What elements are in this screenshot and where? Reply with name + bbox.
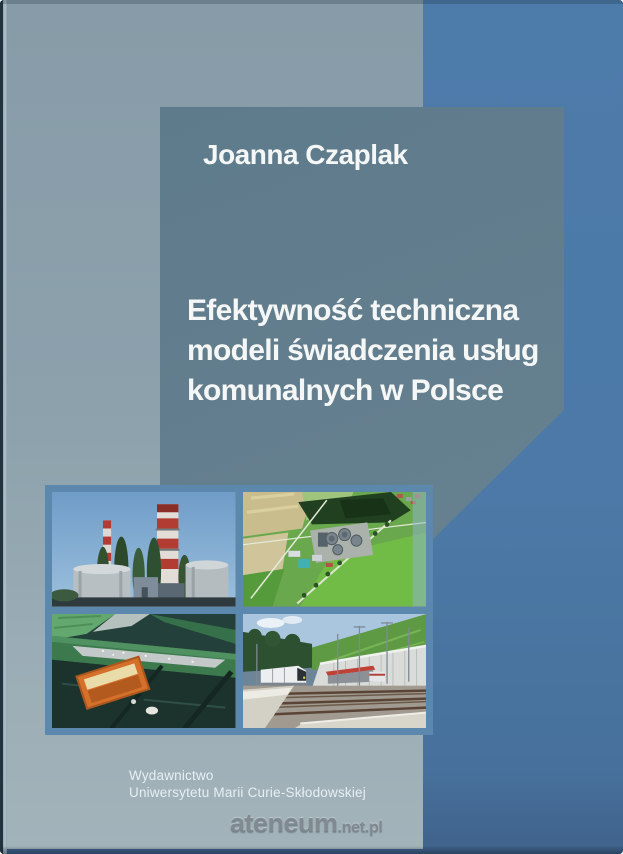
author-name: Joanna Czaplak	[203, 139, 408, 170]
photo-sorting-machinery	[52, 614, 236, 729]
title-line-1: Efektywność techniczna	[187, 294, 519, 327]
book-top-edge-shadow	[0, 0, 623, 4]
publisher-line-1: Wydawnictwo	[129, 768, 214, 783]
power-plant-illustration	[52, 492, 236, 607]
book-title	[187, 291, 539, 411]
watermark-suffix-text: .net.pl	[337, 819, 383, 836]
publisher-line-2: Uniwersytetu Marii Curie-Skłodowskiej	[129, 784, 366, 800]
aerial-plant-illustration	[243, 492, 427, 607]
train-station-illustration	[243, 614, 427, 729]
title-line-2: modeli świadczenia usług	[187, 334, 539, 367]
watermark-main-text: ateneum	[230, 808, 338, 838]
photo-train-station	[243, 614, 427, 729]
photo-power-plant	[52, 492, 236, 607]
cover-hinge-highlight	[3, 0, 7, 854]
store-watermark	[230, 808, 383, 839]
photo-aerial-treatment-plant	[243, 492, 427, 607]
photo-grid	[45, 485, 433, 735]
title-line-3: komunalnych w Polsce	[187, 374, 504, 407]
book-bottom-edge-shadow	[0, 846, 623, 854]
publisher-name	[129, 768, 366, 801]
machinery-illustration	[52, 614, 236, 729]
